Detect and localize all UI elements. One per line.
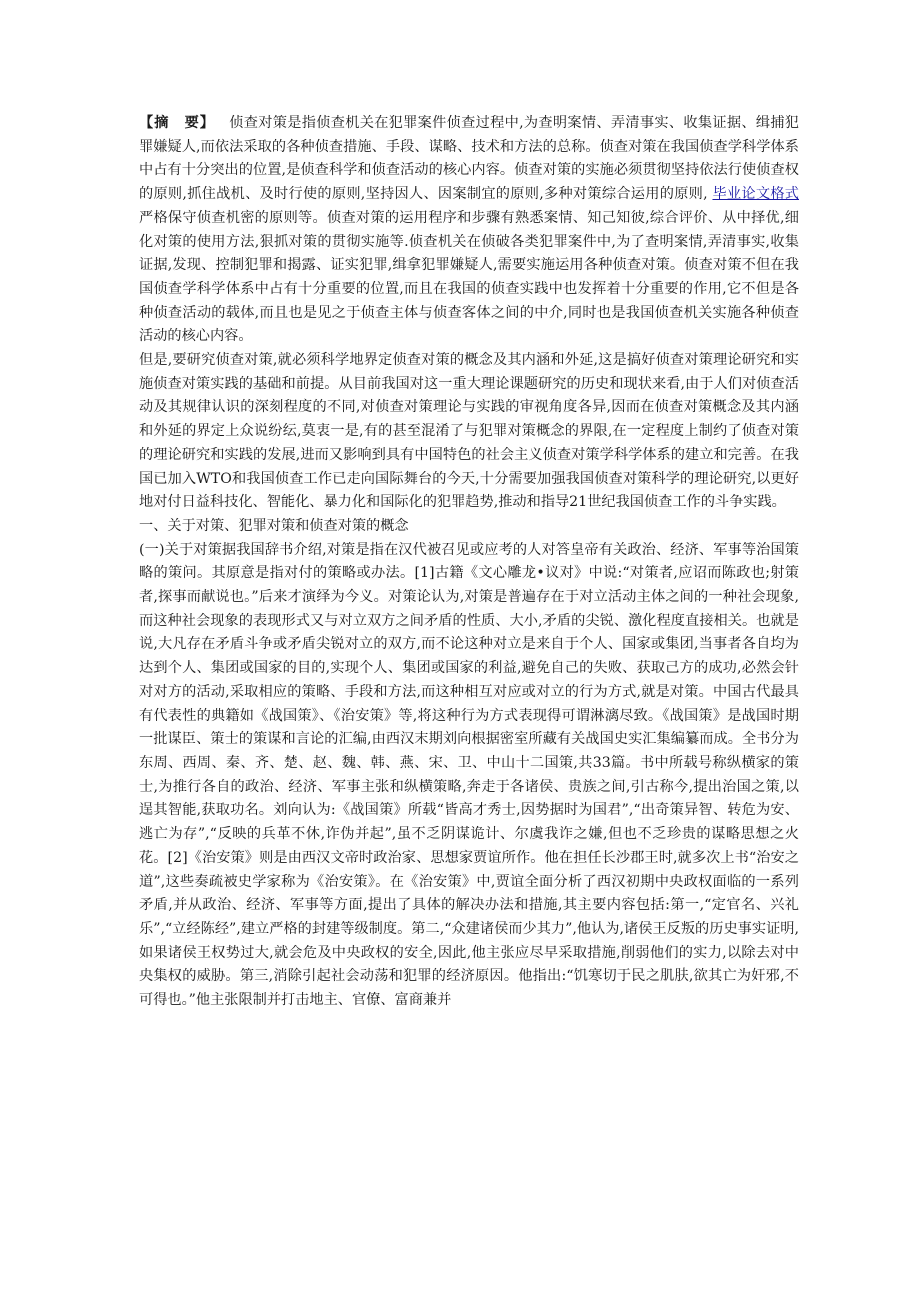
intro-paragraph: 但是,要研究侦查对策,就必须科学地界定侦查对策的概念及其内涵和外延,这是搞好侦查对策理论研究和实施侦查对策实践的基础和前提。从目前我国对这一重大理论课题研究的历史和现状来看,由于人们对侦查活动及其规律认识的深刻程度的不同,对侦查对策理论与实践的审视角度各异,因而在侦查对策概念及其内涵和外延的界定上众说纷纭,莫衷一是,有的甚至混淆了与犯罪对策概念的界限,在一定程度上制约了侦查对策的理论研究和实践的发展,进而又影响到具有中国特色的社会主义侦查对策学科学体系的建立和完善。在我国已加入WTO和我国侦查工作已走向国际舞台的今天,十分需要加强我国侦查对策科学的理论研究,以更好地对付日益科技化、智能化、暴力化和国际化的犯罪趋势,推动和指导21世纪我国侦查工作的斗争实践。 bbox=[139, 352, 799, 511]
abstract-paragraph bbox=[139, 112, 799, 349]
abstract-text-part1: 侦查对策是指侦查机关在犯罪案件侦查过程中,为查明案情、弄清事实、收集证据、缉捕犯罪嫌疑人,而依法采取的各种侦查措施、手段、谋略、技术和方法的总称。侦查对策在我国侦查学科学体系中占有十分突出的位置,是侦查科学和侦查活动的核心内容。侦查对策的实施必须贯彻坚持依法行使侦查权的原则,抓住战机、及时行使的原则,坚持因人、因案制宜的原则,多种对策综合运用的原则, bbox=[139, 115, 799, 203]
thesis-format-link[interactable]: 毕业论文格式 bbox=[712, 186, 799, 203]
section-heading: 一、关于对策、犯罪对策和侦查对策的概念 bbox=[139, 517, 409, 534]
abstract-text-part2: 严格保守侦查机密的原则等。侦查对策的运用程序和步骤有熟悉案情、知己知彼,综合评价、从中择优,细化对策的使用方法,狠抓对策的贯彻实施等.侦查机关在侦破各类犯罪案件中,为了查明案情,弄清事实,收集证据,发现、控制犯罪和揭露、证实犯罪,缉拿犯罪嫌疑人,需要实施运用各种侦查对策。侦查对策不但在我国侦查学科学体系中占有十分重要的位置,而且在我国的侦查实践中也发挥着十分重要的作用,它不但是各种侦查活动的载体,而且也是见之于侦查主体与侦查客体之间的中介,同时也是我国侦查机关实施各种侦查活动的核心内容。 bbox=[139, 209, 799, 345]
abstract-label: 【摘 要】 bbox=[139, 115, 215, 131]
body-paragraph: (一)关于对策据我国辞书介绍,对策是指在汉代被召见或应考的人对答皇帝有关政治、经济、军事等治国策略的策问。其原意是指对付的策略或办法。[1]古籍《文心雕龙•议对》中说:“对策者,应诏而陈政也;射策者,探事而献说也。”后来才演绎为今义。对策论认为,对策是普遍存在于对立活动主体之间的一种社会现象,而这种社会现象的表现形式又与对立双方之间矛盾的性质、大小,矛盾的尖锐、激化程度直接相关。也就是说,大凡存在矛盾斗争或矛盾尖锐对立的双方,而不论这种对立是来自于个人、国家或集团,当事者各自均为达到个人、集团或国家的目的,实现个人、集团或国家的利益,避免自己的失败、获取己方的成功,必然会针对对方的活动,采取相应的策略、手段和方法,而这种相互对应或对立的行为方式,就是对策。中国古代最具有代表性的典籍如《战国策》、《治安策》等,将这种行为方式表现得可谓淋漓尽致。《战国策》是战国时期一批谋臣、策士的策谋和言论的汇编,由西汉末期刘向根据密室所藏有关战国史实汇集编纂而成。全书分为东周、西周、秦、齐、楚、赵、魏、韩、燕、宋、卫、中山十二国策,共33篇。书中所载号称纵横家的策士,为推行各自的政治、经济、军事主张和纵横策略,奔走于各诸侯、贵族之间,引古称今,提出治国之策,以逞其智能,获取功名。刘向认为:《战国策》所载“皆高才秀士,因势据时为国君”,“出奇策异智、转危为安、逃亡为存”,“反映的兵革不休,诈伪并起”,虽不乏阴谋诡计、尔虞我诈之嫌,但也不乏珍贵的谋略思想之火花。[2]《治安策》则是由西汉文帝时政治家、思想家贾谊所作。他在担任长沙郡王时,就多次上书“治安之道”,这些奏疏被史学家称为《治安策》。在《治安策》中,贾谊全面分析了西汉初期中央政权面临的一系列矛盾,并从政治、经济、军事等方面,提出了具体的解决办法和措施,其主要内容包括:第一,“定官名、兴礼乐”,“立经陈经”,建立严格的封建等级制度。第二,“众建诸侯而少其力”,他认为,诸侯王反叛的历史事实证明,如果诸侯王权势过大,就会危及中央政权的安全,因此,他主张应尽早采取措施,削弱他们的实力,以除去对中央集权的威胁。第三,消除引起社会动荡和犯罪的经济原因。他指出:“饥寒切于民之肌肤,欲其亡为奸邪,不可得也。”他主张限制并打击地主、官僚、富商兼并 bbox=[139, 541, 799, 1009]
document-page bbox=[139, 112, 799, 1013]
